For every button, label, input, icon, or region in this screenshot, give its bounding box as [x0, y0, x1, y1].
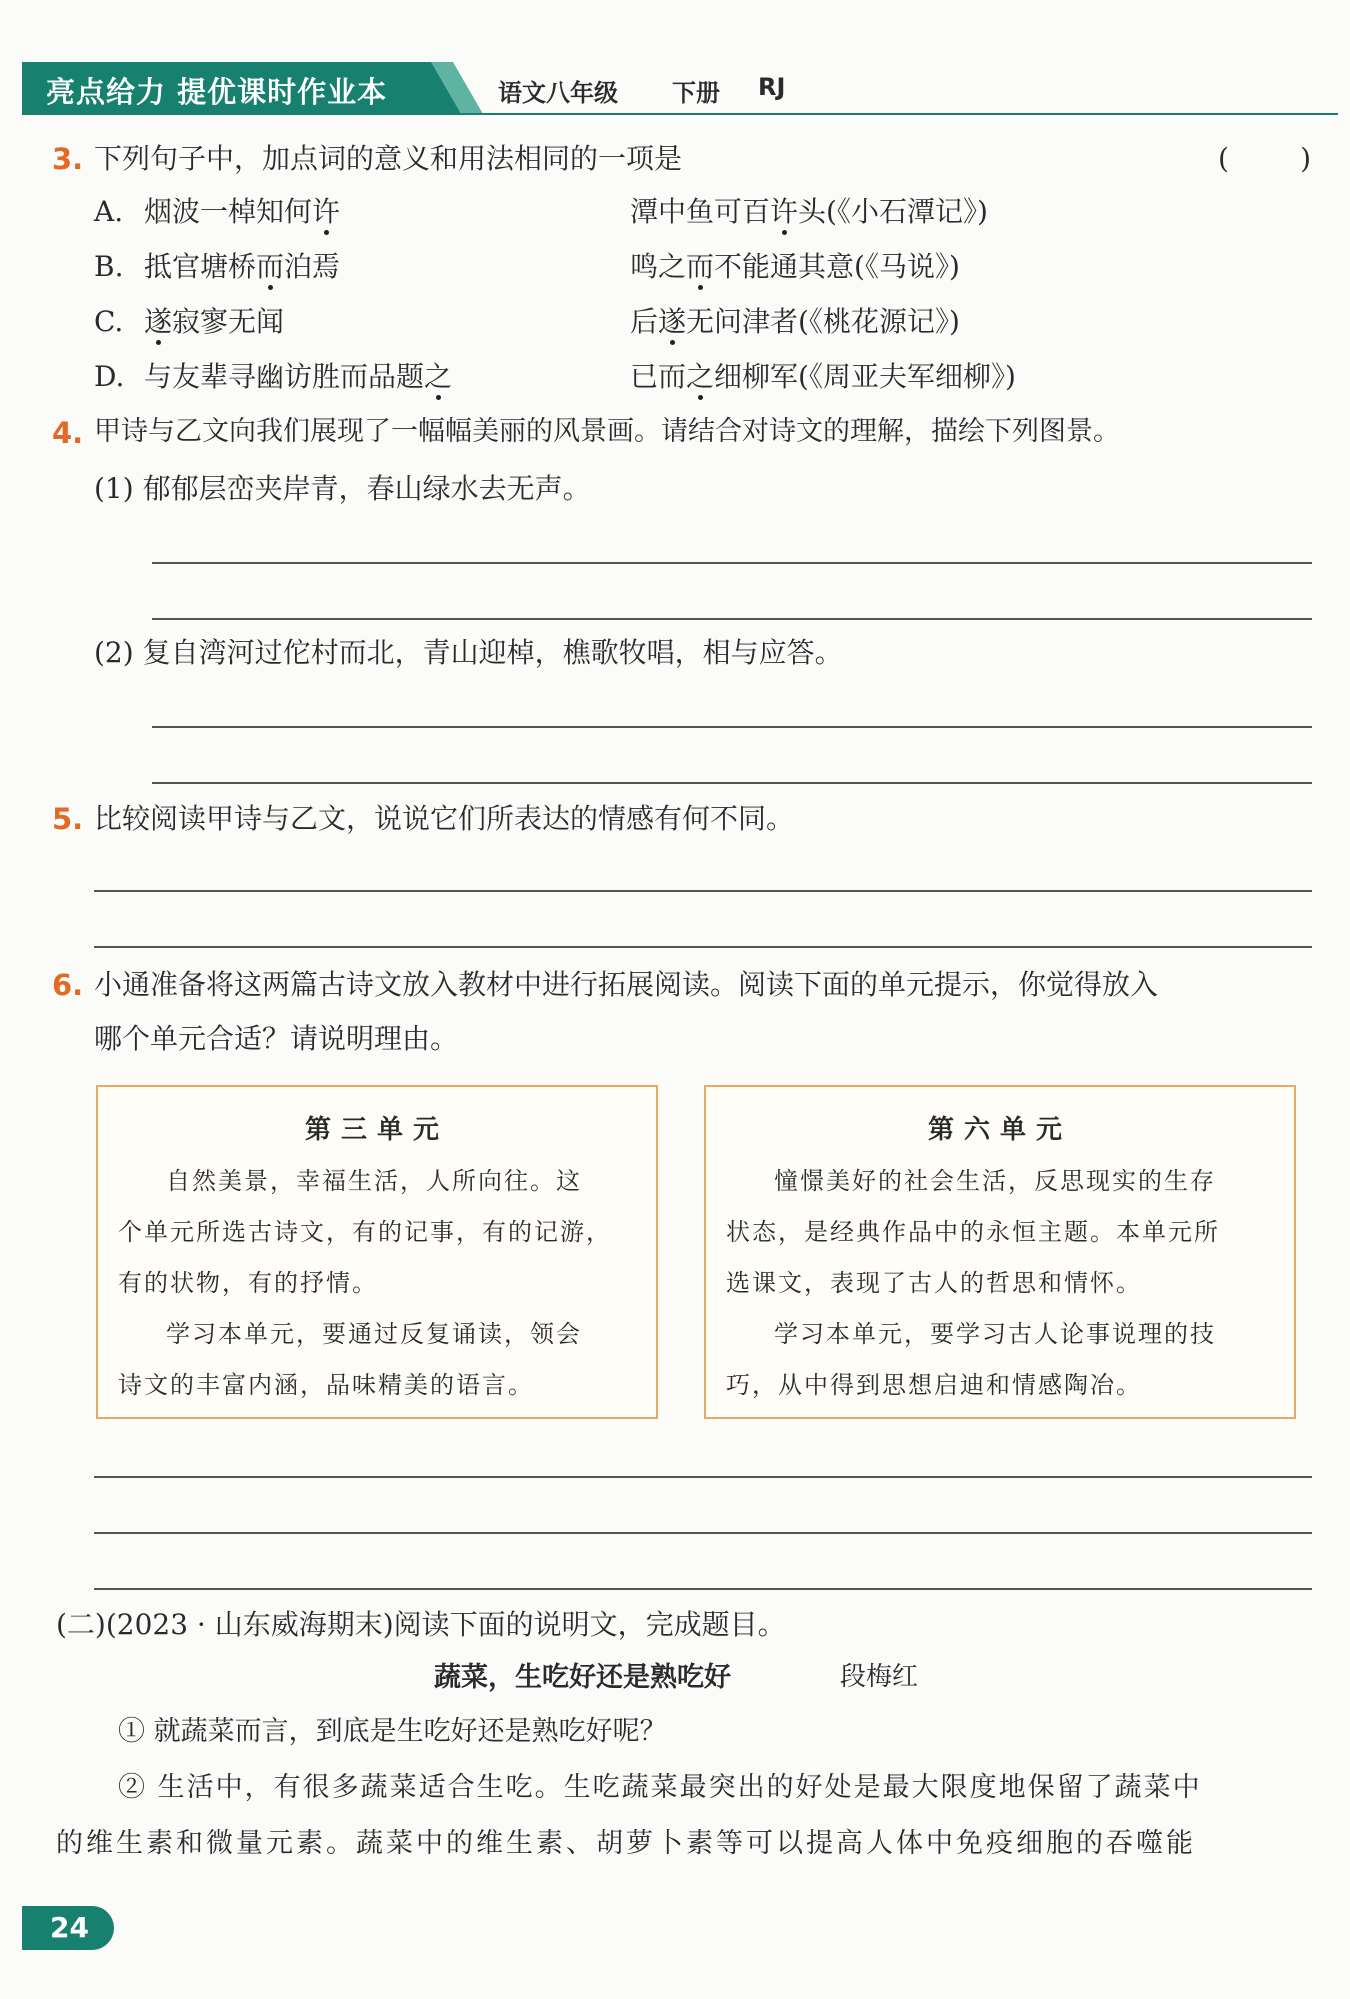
option-d-letter: D. [94, 360, 125, 393]
answer-line[interactable] [152, 618, 1312, 620]
emphasis-dot-word: 之 [686, 360, 715, 393]
unit-3-title: 第三单元 [304, 1115, 449, 1145]
question-4-sub1: (1) 郁郁层峦夹岸青，春山绿水去无声。 [94, 472, 591, 505]
question-3-number: 3. [52, 142, 84, 176]
unit-3-text: 有的状物，有的抒情。 [118, 1269, 378, 1297]
unit-6-title: 第六单元 [927, 1115, 1072, 1145]
article-paragraph-2: ② 生活中，有很多蔬菜适合生吃。生吃蔬菜最突出的好处是最大限度地保留了蔬菜中 [118, 1772, 1202, 1803]
unit-3-text: 诗文的丰富内涵，品味精美的语言。 [118, 1371, 534, 1399]
page-number: 24 [22, 1906, 114, 1950]
answer-line[interactable] [152, 562, 1312, 564]
unit-6-box [704, 1085, 1296, 1419]
option-c-left: 遂寂寥无闻 [144, 305, 285, 338]
article-paragraph-2-cont: 的维生素和微量元素。蔬菜中的维生素、胡萝卜素等可以提高人体中免疫细胞的吞噬能 [56, 1828, 1196, 1859]
question-5-number: 5. [52, 802, 84, 836]
unit-3-box [96, 1085, 658, 1419]
question-4-sub2: (2) 复自湾河过佗村而北，青山迎棹，樵歌牧唱，相与应答。 [94, 636, 843, 669]
unit-3-text: 自然美景，幸福生活，人所向往。这 [166, 1167, 582, 1195]
emphasis-dot-word: 许 [312, 195, 341, 228]
edition-label: RJ [758, 73, 786, 101]
unit-6-text: 巧，从中得到思想启迪和情感陶冶。 [726, 1371, 1142, 1399]
article-author: 段梅红 [840, 1662, 919, 1692]
option-a-letter: A. [94, 195, 124, 228]
question-6-stem-line1: 小通准备将这两篇古诗文放入教材中进行拓展阅读。阅读下面的单元提示，你觉得放入 [94, 968, 1159, 1001]
option-d-left: 与友辈寻幽访胜而品题之 [144, 360, 453, 393]
series-title: 亮点给力 提优课时作业本 [46, 75, 388, 109]
answer-bracket: ( ) [1218, 142, 1312, 175]
answer-line[interactable] [152, 782, 1312, 784]
question-4-number: 4. [52, 416, 84, 450]
header-rule [22, 113, 1338, 115]
unit-6-text: 学习本单元，要学习古人论事说理的技 [774, 1320, 1216, 1348]
article-paragraph-1: ① 就蔬菜而言，到底是生吃好还是熟吃好呢？ [118, 1716, 667, 1747]
answer-line[interactable] [94, 1476, 1312, 1478]
unit-6-text: 选课文，表现了古人的哲思和情怀。 [726, 1269, 1142, 1297]
option-b-right: 鸣之而不能通其意(《马说》) [630, 250, 960, 283]
answer-line[interactable] [152, 726, 1312, 728]
unit-3-text: 学习本单元，要通过反复诵读，领会 [166, 1320, 582, 1348]
article-title: 蔬菜，生吃好还是熟吃好 [434, 1662, 731, 1693]
emphasis-dot-word: 之 [424, 360, 453, 393]
answer-line[interactable] [94, 946, 1312, 948]
option-b-left: 抵官塘桥而泊焉 [144, 250, 341, 283]
volume-label: 下册 [672, 79, 720, 107]
answer-line[interactable] [94, 1588, 1312, 1590]
option-a-right: 潭中鱼可百许头(《小石潭记》) [630, 195, 988, 228]
option-c-letter: C. [94, 305, 124, 338]
emphasis-dot-word: 遂 [658, 305, 687, 338]
option-c-right: 后遂无问津者(《桃花源记》) [630, 305, 960, 338]
question-5-stem: 比较阅读甲诗与乙文，说说它们所表达的情感有何不同。 [94, 802, 795, 835]
emphasis-dot-word: 而 [686, 250, 715, 283]
emphasis-dot-word: 而 [256, 250, 285, 283]
section-intro: (二)(2023 · 山东威海期末)阅读下面的说明文，完成题目。 [56, 1608, 786, 1641]
unit-3-text: 个单元所选古诗文，有的记事，有的记游， [118, 1218, 612, 1246]
question-3-stem: 下列句子中，加点词的意义和用法相同的一项是 [94, 142, 683, 175]
emphasis-dot-word: 遂 [144, 305, 173, 338]
question-6-stem-line2: 哪个单元合适？请说明理由。 [94, 1022, 459, 1055]
answer-line[interactable] [94, 890, 1312, 892]
question-6-number: 6. [52, 968, 84, 1002]
option-a-left: 烟波一棹知何许 [144, 195, 341, 228]
answer-line[interactable] [94, 1532, 1312, 1534]
unit-6-text: 憧憬美好的社会生活，反思现实的生存 [774, 1167, 1216, 1195]
unit-6-text: 状态，是经典作品中的永恒主题。本单元所 [726, 1218, 1220, 1246]
subject-grade: 语文八年级 [498, 79, 618, 107]
option-b-letter: B. [94, 250, 124, 283]
option-d-right: 已而之细柳军(《周亚夫军细柳》) [630, 360, 1016, 393]
question-4-stem: 甲诗与乙文向我们展现了一幅幅美丽的风景画。请结合对诗文的理解，描绘下列图景。 [94, 416, 1120, 447]
emphasis-dot-word: 许 [770, 195, 799, 228]
